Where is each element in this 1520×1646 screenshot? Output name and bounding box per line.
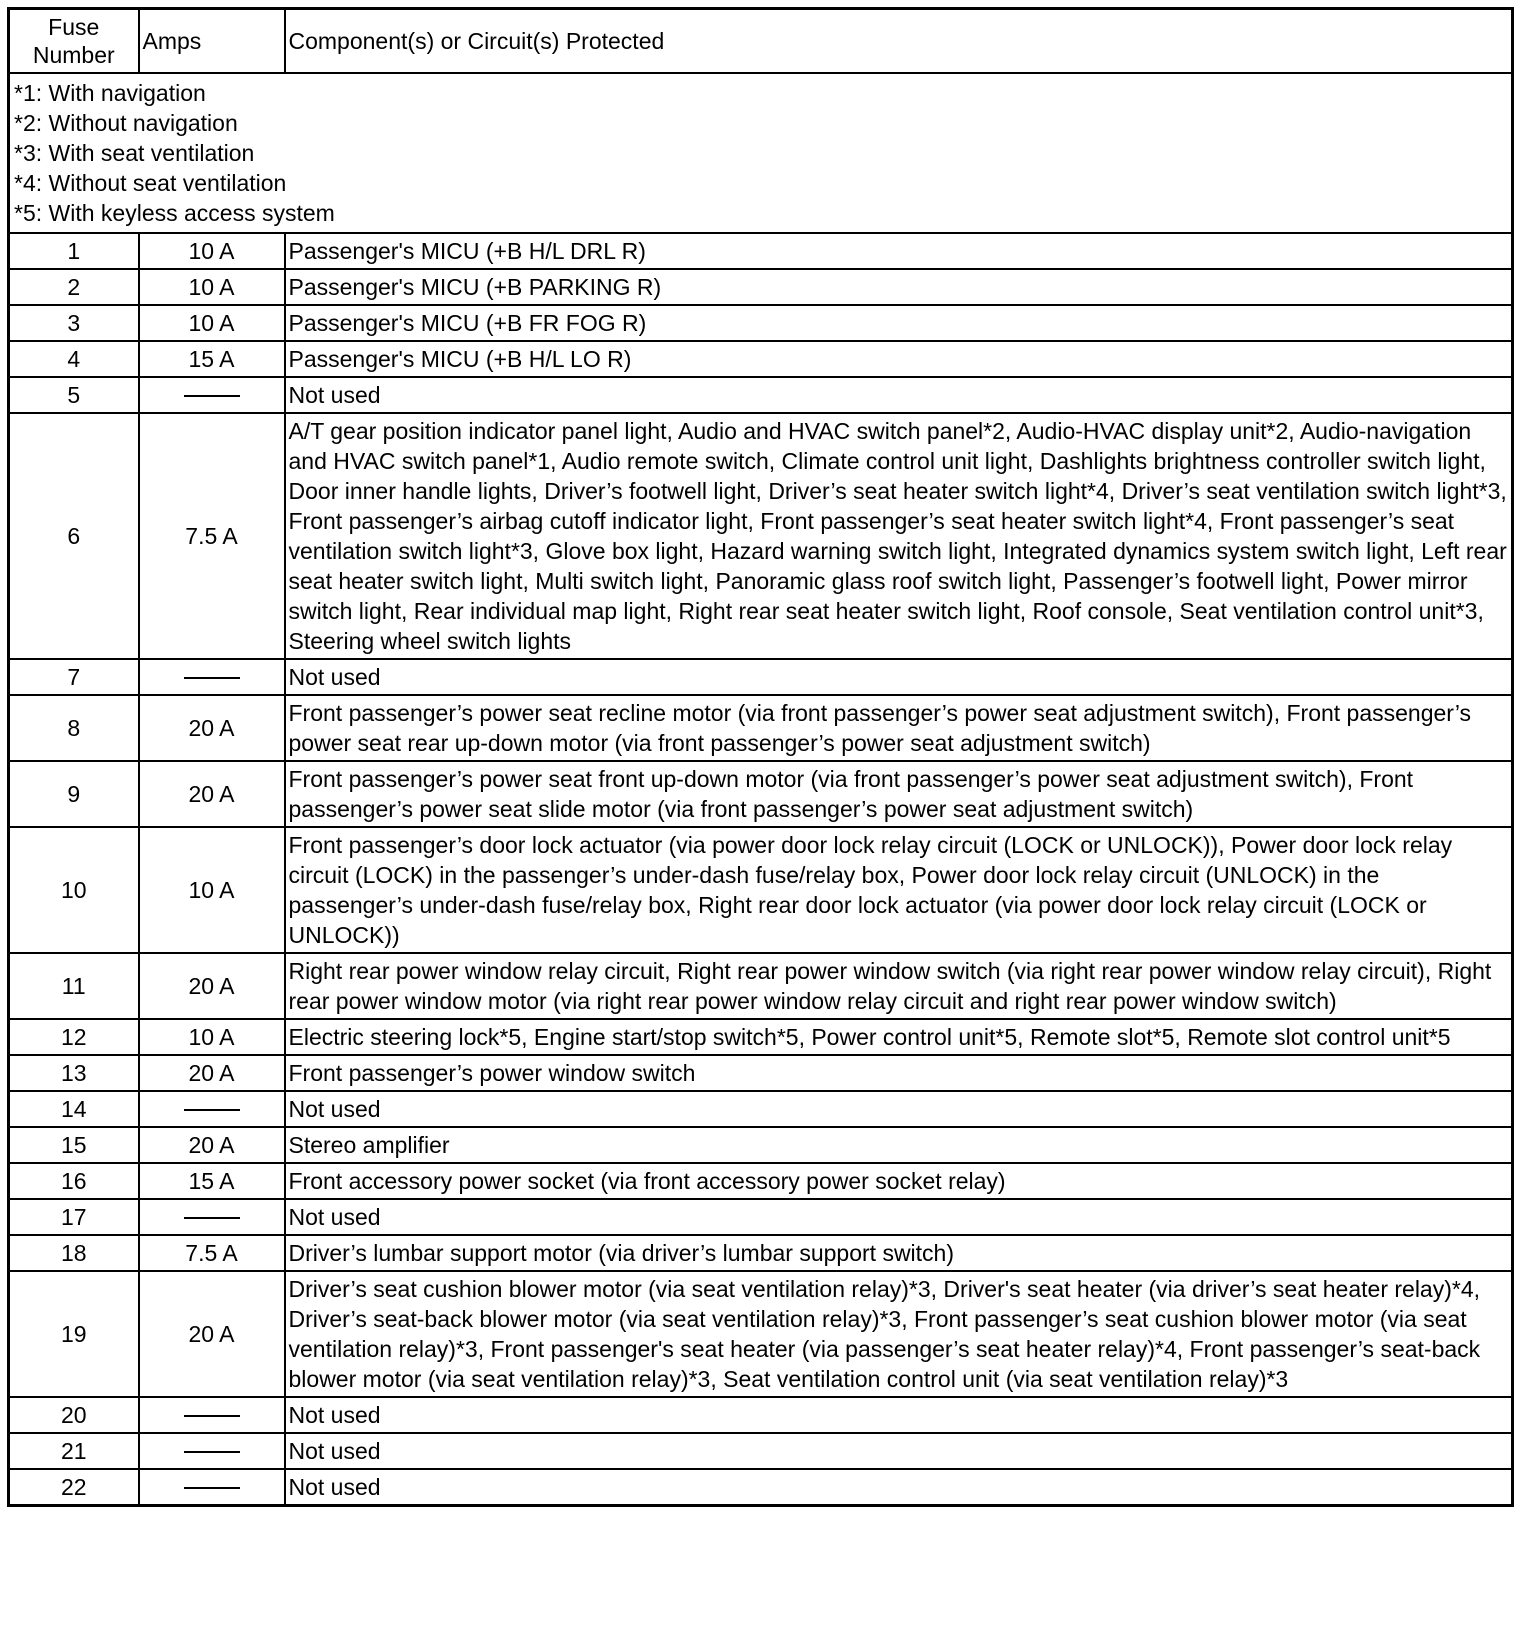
amps-cell [139,1469,285,1506]
amps-cell [139,1397,285,1433]
amps-cell [139,659,285,695]
not-used-dash [184,1451,240,1453]
table-row [9,377,1513,413]
not-used-dash [184,677,240,679]
fuse-table [7,7,1514,1507]
footnote-4: *4: Without seat ventilation [14,169,287,196]
footnote-2: *2: Without navigation [14,109,238,136]
amps-cell: 10 A [139,305,285,341]
fuse-number-cell: 17 [9,1199,139,1235]
component-cell: Passenger's MICU (+B FR FOG R) [285,305,1513,341]
amps-cell: 10 A [139,827,285,953]
amps-cell: 20 A [139,1271,285,1397]
footnote-5: *5: With keyless access system [14,199,335,226]
amps-cell: 7.5 A [139,413,285,659]
table-row [9,761,1513,827]
fuse-number-cell: 10 [9,827,139,953]
table-row [9,695,1513,761]
amps-cell: 20 A [139,761,285,827]
fuse-number-cell: 22 [9,1469,139,1506]
not-used-dash [184,1109,240,1111]
header-amps: Amps [139,9,285,73]
not-used-dash [184,395,240,397]
table-row [9,413,1513,659]
amps-cell: 7.5 A [139,1235,285,1271]
component-cell: Right rear power window relay circuit, Right rear power window switch (via right rear power window relay circuit), Right rear power window motor (via right rear power window relay circuit and right rear power window switch) [285,953,1513,1019]
fuse-number-cell: 12 [9,1019,139,1055]
amps-cell: 10 A [139,1019,285,1055]
table-row [9,1127,1513,1163]
amps-cell [139,1199,285,1235]
component-cell: Front passenger’s power seat recline motor (via front passenger’s power seat adjustment switch), Front passenger’s power seat rear up-down motor (via front passenger’s power seat adjustment switch) [285,695,1513,761]
component-cell: Not used [285,659,1513,695]
fuse-number-cell: 3 [9,305,139,341]
component-cell: Passenger's MICU (+B PARKING R) [285,269,1513,305]
component-cell: Front accessory power socket (via front accessory power socket relay) [285,1163,1513,1199]
amps-cell: 20 A [139,695,285,761]
table-row [9,1469,1513,1506]
table-row [9,659,1513,695]
fuse-number-cell: 20 [9,1397,139,1433]
header-fuse-number: Fuse Number [9,9,139,73]
fuse-number-cell: 19 [9,1271,139,1397]
component-cell: Not used [285,1397,1513,1433]
fuse-number-cell: 4 [9,341,139,377]
amps-cell: 20 A [139,1055,285,1091]
header-component: Component(s) or Circuit(s) Protected [285,9,1513,73]
amps-cell: 10 A [139,269,285,305]
table-header-row [9,9,1513,73]
table-row [9,827,1513,953]
fuse-number-cell: 18 [9,1235,139,1271]
component-cell: Stereo amplifier [285,1127,1513,1163]
fuse-number-cell: 8 [9,695,139,761]
table-row [9,1397,1513,1433]
component-cell: Front passenger’s door lock actuator (via power door lock relay circuit (LOCK or UNLOCK)), Power door lock relay circuit (LOCK) in the passenger’s under-dash fuse/relay box, Power door lock relay circuit (UNLOCK) in the passenger’s under-dash fuse/relay box, Right rear door lock actuator (via power door lock relay circuit (LOCK or UNLOCK)) [285,827,1513,953]
fuse-number-cell: 5 [9,377,139,413]
component-cell: Not used [285,1091,1513,1127]
table-row [9,1271,1513,1397]
table-row [9,341,1513,377]
not-used-dash [184,1217,240,1219]
component-cell: Electric steering lock*5, Engine start/stop switch*5, Power control unit*5, Remote slot*5, Remote slot control unit*5 [285,1019,1513,1055]
footnote-1: *1: With navigation [14,79,206,106]
amps-cell [139,1091,285,1127]
fuse-number-cell: 16 [9,1163,139,1199]
component-cell: Passenger's MICU (+B H/L LO R) [285,341,1513,377]
fuse-number-cell: 14 [9,1091,139,1127]
fuse-number-cell: 13 [9,1055,139,1091]
component-cell: Passenger's MICU (+B H/L DRL R) [285,233,1513,269]
not-used-dash [184,1487,240,1489]
table-row [9,305,1513,341]
footnote-3: *3: With seat ventilation [14,139,255,166]
component-cell: Not used [285,377,1513,413]
fuse-number-cell: 15 [9,1127,139,1163]
fuse-number-cell: 7 [9,659,139,695]
fuse-number-cell: 1 [9,233,139,269]
table-row [9,1163,1513,1199]
fuse-number-cell: 9 [9,761,139,827]
amps-cell: 20 A [139,953,285,1019]
table-row [9,1091,1513,1127]
component-cell: Front passenger’s power seat front up-down motor (via front passenger’s power seat adjustment switch), Front passenger’s power seat slide motor (via front passenger’s power seat adjustment switch) [285,761,1513,827]
component-cell: A/T gear position indicator panel light, Audio and HVAC switch panel*2, Audio-HVAC display unit*2, Audio-navigation and HVAC switch panel*1, Audio remote switch, Climate control unit light, Dashlights brightness controller switch light, Door inner handle lights, Driver’s footwell light, Driver’s seat heater switch light*4, Driver’s seat ventilation switch light*3, Front passenger’s airbag cutoff indicator light, Front passenger’s seat heater switch light*4, Front passenger’s seat ventilation switch light*3, Glove box light, Hazard warning switch light, Integrated dynamics system switch light, Left rear seat heater switch light, Multi switch light, Panoramic glass roof switch light, Passenger’s footwell light, Power mirror switch light, Rear individual map light, Right rear seat heater switch light, Roof console, Seat ventilation control unit*3, Steering wheel switch lights [285,413,1513,659]
amps-cell [139,1433,285,1469]
footnotes [9,73,1513,233]
table-row [9,1199,1513,1235]
table-row [9,233,1513,269]
component-cell: Not used [285,1199,1513,1235]
amps-cell: 15 A [139,341,285,377]
component-cell: Front passenger’s power window switch [285,1055,1513,1091]
fuse-number-cell: 11 [9,953,139,1019]
table-row [9,1019,1513,1055]
amps-cell: 10 A [139,233,285,269]
fuse-table-container [7,7,1514,1507]
table-row [9,1433,1513,1469]
fuse-number-cell: 2 [9,269,139,305]
component-cell: Not used [285,1469,1513,1506]
amps-cell [139,377,285,413]
component-cell: Driver’s lumbar support motor (via driver’s lumbar support switch) [285,1235,1513,1271]
notes-row [9,73,1513,233]
component-cell: Driver’s seat cushion blower motor (via seat ventilation relay)*3, Driver's seat heater (via driver’s seat heater relay)*4, Driver’s seat-back blower motor (via seat ventilation relay)*3, Front passenger’s seat cushion blower motor (via seat ventilation relay)*3, Front passenger's seat heater (via passenger’s seat heater relay)*4, Front passenger’s seat-back blower motor (via seat ventilation relay)*3, Seat ventilation control unit (via seat ventilation relay)*3 [285,1271,1513,1397]
amps-cell: 20 A [139,1127,285,1163]
table-row [9,953,1513,1019]
fuse-number-cell: 21 [9,1433,139,1469]
table-row [9,1055,1513,1091]
table-row [9,269,1513,305]
table-row [9,1235,1513,1271]
not-used-dash [184,1415,240,1417]
component-cell: Not used [285,1433,1513,1469]
amps-cell: 15 A [139,1163,285,1199]
fuse-number-cell: 6 [9,413,139,659]
